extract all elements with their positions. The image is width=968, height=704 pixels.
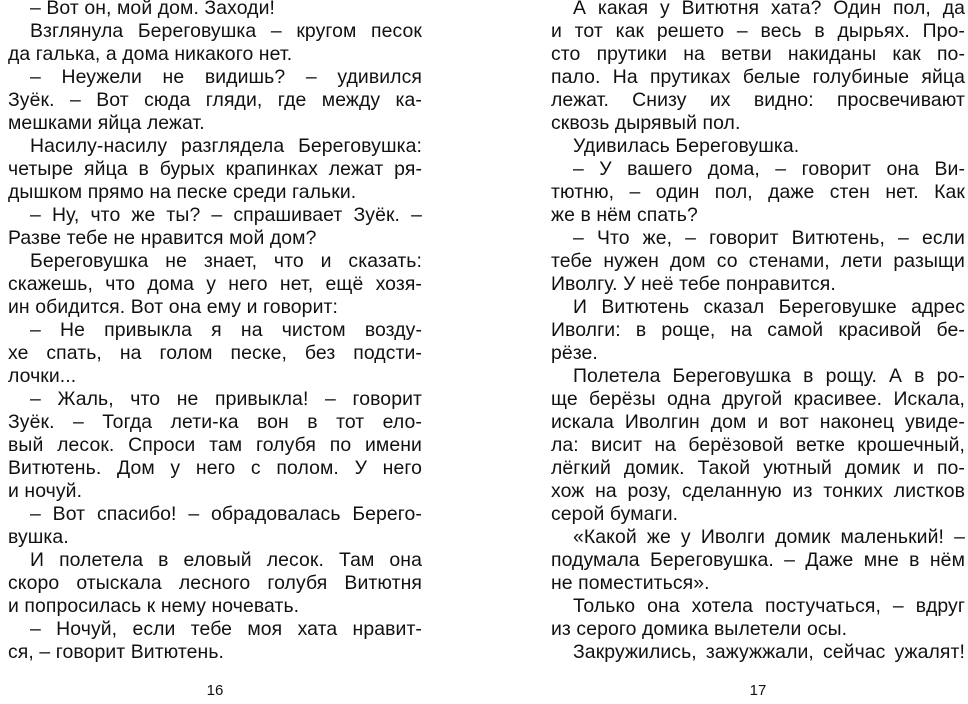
text-line: – Жаль, что не привыкла! – говорит xyxy=(30,388,422,410)
text-line: Полетела Береговушка в рощу. А в ро- xyxy=(573,365,965,387)
text-line: Береговушка не знает, что и сказать: xyxy=(30,250,422,272)
text-line: тютню, – один пол, даже стен нет. Как xyxy=(551,181,965,203)
text-line: Иволгу. У неё тебе понравится. xyxy=(551,273,836,295)
text-line: Закружились, зажужжали, сейчас ужалят! xyxy=(573,641,965,663)
text-line: тебе нужен дом со стенами, лети разыщи xyxy=(551,250,965,272)
text-line: – Ну, что же ты? – спрашивает Зуёк. – xyxy=(30,204,422,226)
text-line: Иволги: в роще, на самой красивой бе- xyxy=(551,319,965,341)
text-line: лочки... xyxy=(8,365,77,387)
text-line: мешками яйца лежат. xyxy=(8,112,205,134)
text-line: и тот как решето – весь в дырьях. Про- xyxy=(551,20,965,42)
text-line: же в нём спать? xyxy=(551,204,698,226)
text-line: ся, – говорит Витютень. xyxy=(8,641,225,663)
page-number: 16 xyxy=(206,682,224,699)
text-line: из серого домика вылетели осы. xyxy=(551,618,848,640)
text-line: вушка. xyxy=(8,526,69,548)
text-line: А какая у Витютня хата? Один пол, да xyxy=(573,0,965,19)
text-line: рёзе. xyxy=(551,342,598,364)
text-line: – Вот спасибо! – обрадовалась Берего- xyxy=(30,503,422,525)
text-line: лежат. Снизу их видно: просвечивают xyxy=(551,89,965,111)
text-line: – Ночуй, если тебе моя хата нравит- xyxy=(30,618,422,640)
text-line: И полетела в еловый лесок. Там она xyxy=(30,549,422,571)
text-line: – Вот он, мой дом. Заходи! xyxy=(30,0,276,19)
text-line: ще берёзы одна другой красивее. Искала, xyxy=(551,388,965,410)
right-page xyxy=(551,0,965,704)
left-page xyxy=(8,0,422,704)
text-line: «Какой же у Иволги домик маленький! – xyxy=(573,526,965,548)
text-line: лёгкий домик. Такой уютный домик и по- xyxy=(551,457,965,479)
text-line: Витютень. Дом у него с полом. У него xyxy=(8,457,422,479)
text-line: И Витютень сказал Береговушке адрес xyxy=(573,296,965,318)
text-line: Взглянула Береговушка – кругом песок xyxy=(30,20,422,42)
text-line: хож на розу, сделанную из тонких листков xyxy=(551,480,965,502)
text-line: и попросилась к нему ночевать. xyxy=(8,595,300,617)
text-line: – Что же, – говорит Витютень, – если xyxy=(573,227,965,249)
text-line: искала Иволгин дом и вот наконец увиде- xyxy=(551,411,965,433)
text-line: да галька, а дома никакого нет. xyxy=(8,43,293,65)
text-line: ла: висит на берёзовой ветке крошечный, xyxy=(551,434,965,456)
text-line: не поместиться». xyxy=(551,572,710,594)
text-line: скоро отыскала лесного голубя Витютня xyxy=(8,572,422,594)
text-line: Насилу-насилу разглядела Береговушка: xyxy=(30,135,422,157)
text-line: Только она хотела постучаться, – вдруг xyxy=(573,595,965,617)
text-line: Зуёк. – Вот сюда гляди, где между ка- xyxy=(8,89,422,111)
text-line: – У вашего дома, – говорит она Ви- xyxy=(573,158,965,180)
text-line: вый лесок. Спроси там голубя по имени xyxy=(8,434,422,456)
text-line: пало. На прутиках белые голубиные яйца xyxy=(551,66,965,88)
text-line: скажешь, что дома у него нет, ещё хозя- xyxy=(8,273,422,295)
text-line: – Не привыкла я на чистом возду- xyxy=(30,319,422,341)
text-line: сквозь дырявый пол. xyxy=(551,112,741,134)
text-line: Зуёк. – Тогда лети-ка вон в тот ело- xyxy=(8,411,422,433)
text-line: Удивилась Береговушка. xyxy=(573,135,800,157)
text-line: дышком прямо на песке среди гальки. xyxy=(8,181,357,203)
text-line: подумала Береговушка. – Даже мне в нём xyxy=(551,549,965,571)
text-line: и ночуй. xyxy=(8,480,83,502)
text-line: серой бумаги. xyxy=(551,503,679,525)
page-number: 17 xyxy=(749,682,767,699)
text-line: четыре яйца в бурых крапинках лежат ря- xyxy=(8,158,422,180)
text-line: Разве тебе не нравится мой дом? xyxy=(8,227,317,249)
text-line: – Неужели не видишь? – удивился xyxy=(30,66,422,88)
text-line: хе спать, на голом песке, без подсти- xyxy=(8,342,422,364)
text-line: сто прутики на ветви накиданы как по- xyxy=(551,43,965,65)
text-line: ин обидится. Вот она ему и говорит: xyxy=(8,296,338,318)
